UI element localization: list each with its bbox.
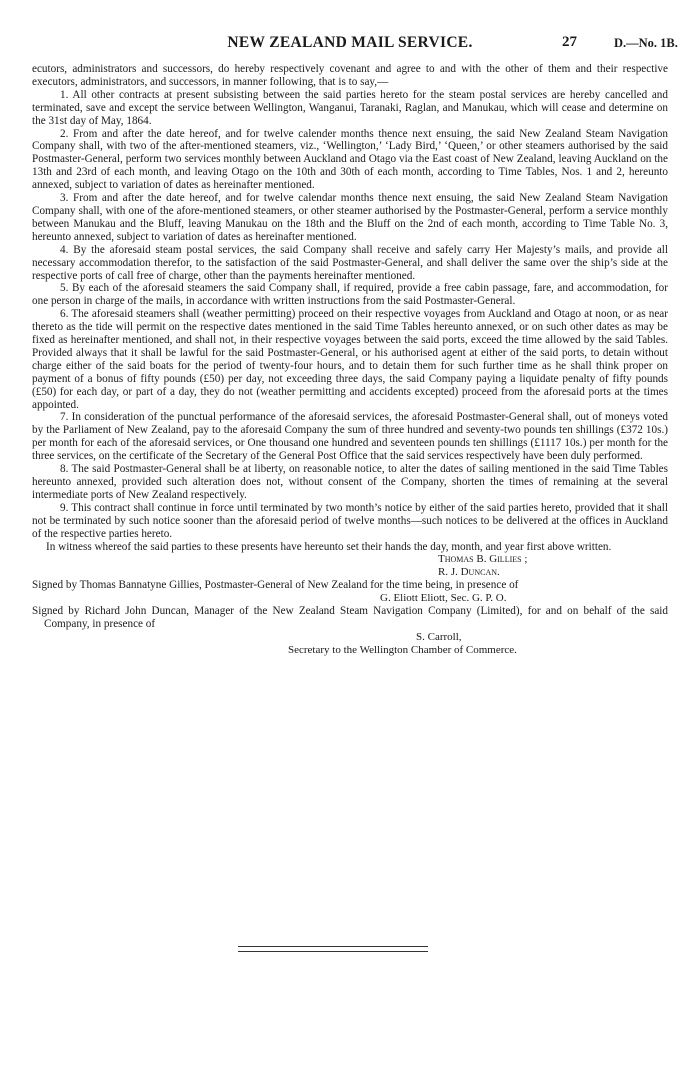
clause-4: 4. By the aforesaid steam postal services, the said Company shall receive and safely carry Her Majesty’s mails, and provide all necessary accommodation therefor, to the satisfaction of the said Postmaster-General, and shall deliver the same over the ship’s side at the respective ports of call free of charge, other than the payments hereinafter mentioned. xyxy=(32,243,668,282)
clause-8: 8. The said Postmaster-General shall be at liberty, on reasonable notice, to alter the dates of sailing mentioned in the said Time Tables hereunto annexed, provided such alteration does not, without consent of the Company, shorten the times of remaining at the several intermediate ports of New Zealand respectively. xyxy=(32,463,668,501)
signature-block xyxy=(438,553,668,579)
witness-duncan-name: S. Carroll, xyxy=(416,631,462,644)
clause-3: 3. From and after the date hereof, and for twelve calendar months thence next ensuing, the said New Zealand Steam Navigation Company shall, with one of the afore-mentioned steamers, or other steamer authorised by the Postmaster-General, perform a service monthly between Manukau and the Bluff, leaving Manukau on the 18th and the Bluff on the 2nd of each month, according to Time Table No. 3, hereunto annexed, subject to variation of dates as hereinafter mentioned. xyxy=(32,192,668,243)
closing-rule-top xyxy=(238,946,428,947)
signatory-gillies: Thomas B. Gillies ; xyxy=(438,553,528,566)
clause-2: 2. From and after the date hereof, and for twelve calender months thence next ensuing, the said New Zealand Steam Navigation Company shall, with two of the after-mentioned steamers, viz., ‘Wellington,’ ‘Lady Bird,’ ‘Queen,’ or other steamers authorised by the said Postmaster-General, perform two services monthly between Auckland and Otago via the East coast of New Zealand, leaving Auckland on the 13th and 23rd of each month, and leaving Otago on the 10th and 30th of each month, according to Time Tables, Nos. 1 and 2, hereunto annexed, subject to variation of dates as hereinafter mentioned. xyxy=(32,127,668,192)
witness-gillies: G. Eliott Eliott, Sec. G. P. O. xyxy=(380,592,507,605)
witness-duncan-title: Secretary to the Wellington Chamber of Commerce. xyxy=(288,644,517,657)
signed-by-gillies: Signed by Thomas Bannatyne Gillies, Postmaster-General of New Zealand for the time being, in presence of xyxy=(32,579,519,592)
signatory-duncan: R. J. Duncan. xyxy=(438,566,500,579)
running-title: NEW ZEALAND MAIL SERVICE. xyxy=(227,34,473,51)
clause-9: 9. This contract shall continue in force until terminated by two month’s notice by either of the said parties hereto, provided that it shall not be terminated by such notice sooner than the aforesaid period of twelve months—such notices to be delivered at the offices in Auckland of the respective parties hereto. xyxy=(32,501,668,540)
witness-clause: In witness whereof the said parties to these presents have hereunto set their hands the day, month, and year first above written. xyxy=(46,540,612,553)
opening-paragraph: ecutors, administrators and successors, do hereby respectively covenant and agree to and with the other of them and their respective executors, administrators, and successors, in manner following, that is to say,— xyxy=(32,63,668,88)
clause-1: 1. All other contracts at present subsisting between the said parties hereto for the steam postal services are hereby cancelled and terminated, save and except the service between Wellington, Wanganui, Taranaki, Raglan, and Manukau, which will cease and determine on the 31st day of May, 1864. xyxy=(32,88,668,127)
signed-by-duncan: Signed by Richard John Duncan, Manager of the New Zealand Steam Navigation Company (Limited), for and on behalf of the said Company, in presence of xyxy=(32,605,668,631)
document-body xyxy=(32,63,668,657)
document-reference: D.—No. 1B. xyxy=(614,36,678,50)
closing-rule-bottom xyxy=(238,951,428,952)
page-header xyxy=(0,34,700,52)
page-number: 27 xyxy=(562,34,577,50)
clause-7: 7. In consideration of the punctual performance of the aforesaid services, the aforesaid Postmaster-General shall, out of moneys voted by the Parliament of New Zealand, pay to the aforesaid Company the sum of three hundred and seventy-two pounds ten shillings (£372 10s.) per month for each of the aforesaid services, or One thousand one hundred and seventeen pounds ten shillings (£1117 10s.) per month for the three services, on the certificate of the Secretary of the General Post Office that the said services respectively have been duly performed. xyxy=(32,411,668,463)
clause-5: 5. By each of the aforesaid steamers the said Company shall, if required, provide a free cabin passage, fare, and accommodation, for one person in charge of the mails, in accordance with written instructions from the said Postmaster-General. xyxy=(32,282,668,308)
clause-6: 6. The aforesaid steamers shall (weather permitting) proceed on their respective voyages from Auckland and Otago at noon, or as near thereto as the tide will permit on the respective dates mentioned in the said Time Tables hereunto annexed, or on such other dates as may be fixed as hereinafter mentioned, and shall not, in their respective voyages between the said ports, exceed the time allowed by the said Tables. Provided always that it shall be lawful for the said Postmaster-General, or his authorised agent at either of the said ports, to detain without charge either of the said boats for the period of twenty-four hours, and to detain them for such further time as he shall think proper on payment of a bonus of fifty pounds (£50) per day, not exceeding three days, the said Company paying a liquidate penalty of fifty pounds (£50) for each day, or part of a day, they do not (weather permitting and accidents excepted) proceed from the aforesaid ports at the times appointed. xyxy=(32,308,668,411)
